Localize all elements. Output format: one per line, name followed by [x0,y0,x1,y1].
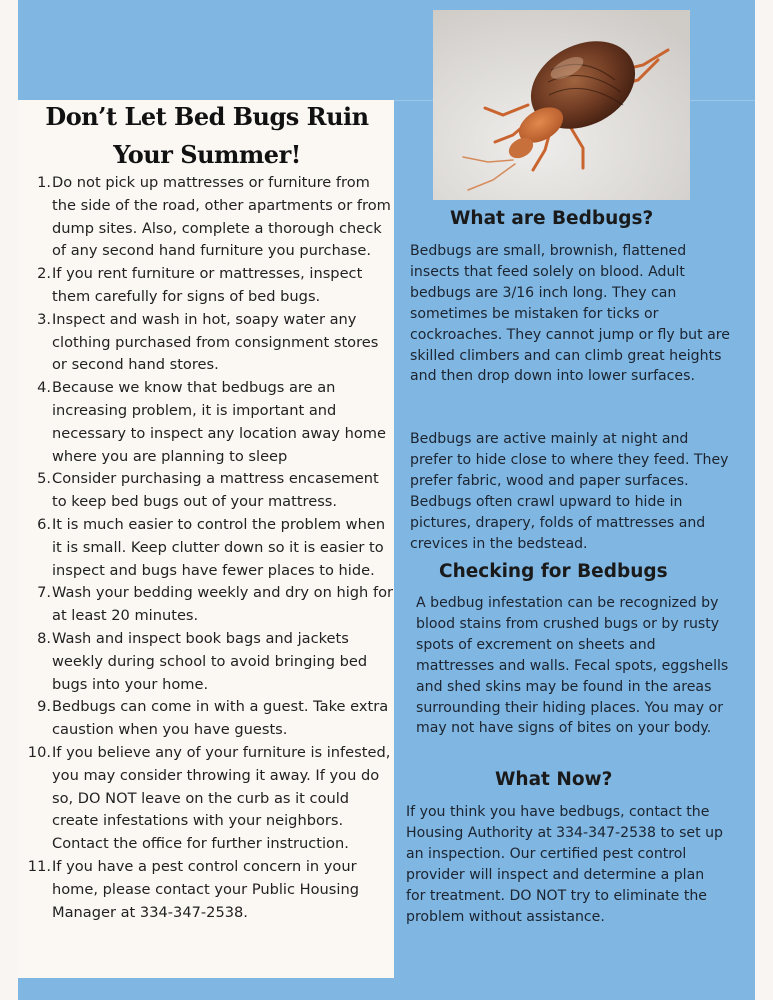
item-text: Do not pick up mattresses or furniture from the side of the road, other apartments or from dump sites. Also, complete a thorough check of any second hand furniture you purchase. [52,174,391,260]
list-item [22,468,394,514]
checking-text: A bedbug infestation can be recognized by blood stains from crushed bugs or by rusty spots of excrement on sheets and mattresses and walls. Fecal spots, eggshells and shed skins may be found in the areas surrounding their hiding places. You may or may not have signs of bites on your body. [416,595,729,737]
checking-heading: Checking for Bedbugs [439,561,668,582]
list-item [22,263,394,309]
item-number: 10. [27,743,51,761]
list-item [22,628,394,696]
item-text: Bedbugs can come in with a guest. Take extra caustion when you have guests. [52,698,389,739]
list-item [22,377,394,468]
list-item [22,742,394,856]
item-text: If you have a pest control concern in your home, please contact your Public Housing Manager at 334-347-2538. [52,857,359,921]
item-number: 4. [37,379,51,397]
what-are-text: Bedbugs are small, brownish, flattened insects that feed solely on blood. Adult bedbugs are 3/16 inch long. They can sometimes be mistaken for ticks or cockroaches. They cannot jump or fly but are skilled climbers and can climb great heights and then drop down into lower surfaces. [410,243,730,385]
list-item [22,696,394,742]
item-number: 5. [37,470,51,488]
habits-text: Bedbugs are active mainly at night and prefer to hide close to where they feed. They prefer fabric, wood and paper surfaces. Bedbugs often crawl upward to hide in pictures, drapery, folds of mattresses and crevices in the bedstead. [410,431,729,552]
item-text: If you believe any of your furniture is infested, you may consider throwing it away. If you do so, DO NOT leave on the curb as it could create infestations with your neighbors. Contact the office for further instruction. [52,743,391,853]
item-number: 11. [27,857,51,875]
item-text: Inspect and wash in hot, soapy water any clothing purchased from consignment stores or second hand stores. [52,310,379,374]
item-text: Because we know that bedbugs are an increasing problem, it is important and necessary to inspect any location away home where you are planning to sleep [52,379,386,465]
item-text: Wash and inspect book bags and jackets weekly during school to avoid bringing bed bugs into your home. [52,629,368,693]
what-now-heading: What Now? [495,769,613,790]
tips-list [22,172,394,924]
item-number: 8. [37,629,51,647]
list-item [22,856,394,924]
item-number: 1. [37,174,51,191]
what-are-heading: What are Bedbugs? [450,208,654,229]
item-number: 3. [37,310,51,328]
item-text: It is much easier to control the problem when it is small. Keep clutter down so it is easier to inspect and bugs have fewer places to hide. [52,515,386,579]
bottom-banner [18,978,755,1000]
item-number: 9. [37,698,51,716]
item-number: 2. [37,265,51,283]
item-text: Wash your bedding weekly and dry on high for at least 20 minutes. [52,584,394,625]
page-title: Don’t Let Bed Bugs Ruin Your Summer! [45,102,369,169]
item-number: 7. [37,584,51,602]
item-text: If you rent furniture or mattresses, inspect them carefully for signs of bed bugs. [52,265,363,305]
bedbug-photo [433,10,690,200]
item-text: Consider purchasing a mattress encasement to keep bed bugs out of your mattress. [52,470,379,511]
list-item [22,172,394,263]
what-now-text: If you think you have bedbugs, contact the Housing Authority at 334-347-2538 to set up an inspection. Our certified pest control provider will inspect and determine a plan for treatment. DO NOT try to eliminate the problem without assistance. [406,804,723,925]
list-item [22,514,394,582]
item-number: 6. [37,515,51,533]
list-item [22,582,394,628]
list-item [22,309,394,377]
